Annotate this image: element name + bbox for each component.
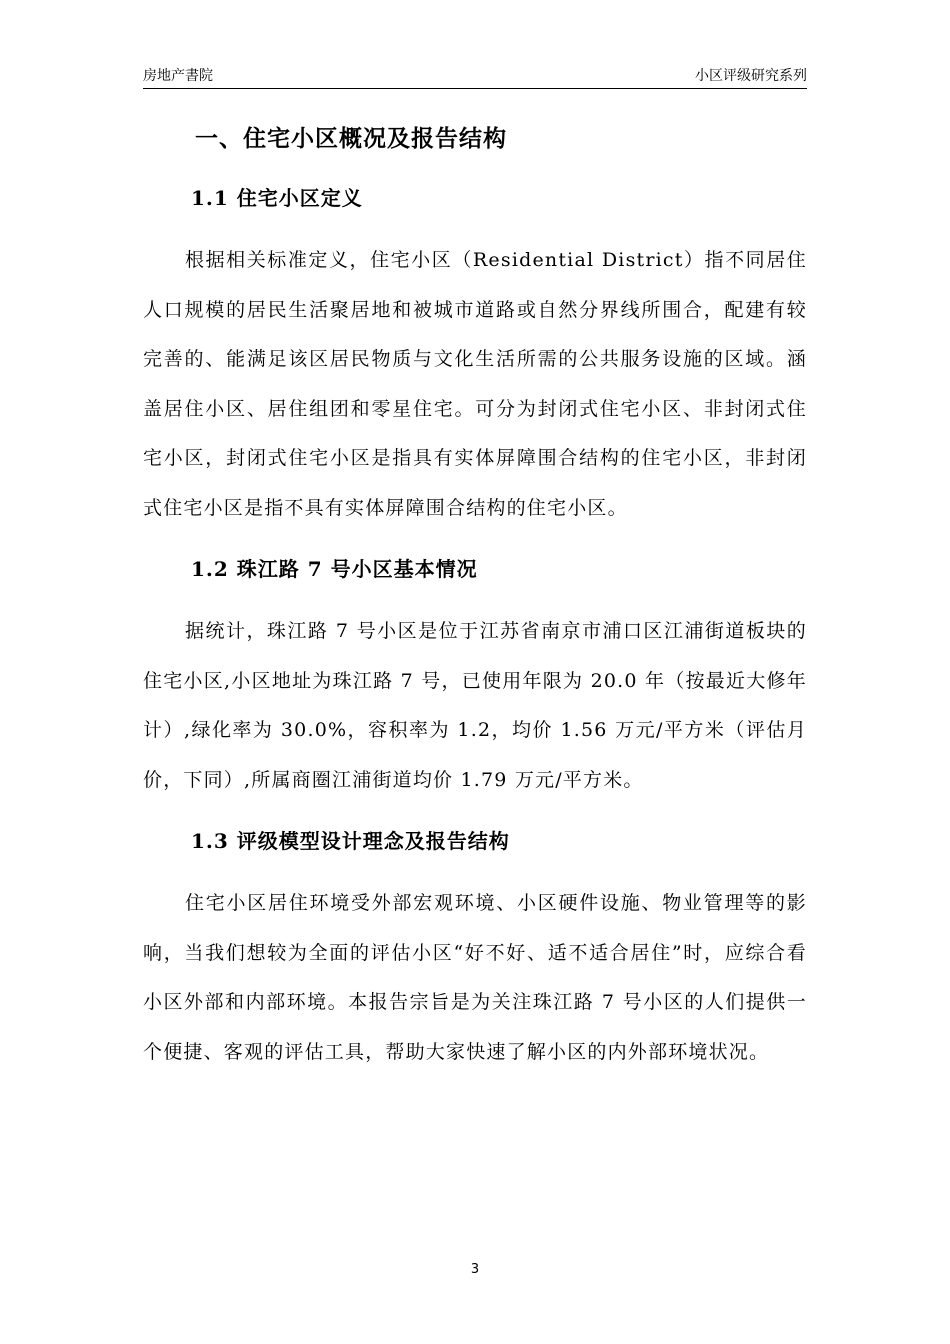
section-heading-1-2: 1.2 珠江路 7 号小区基本情况 xyxy=(191,557,478,581)
section-paragraph-1-3: 住宅小区居住环境受外部宏观环境、小区硬件设施、物业管理等的影响，当我们想较为全面的评估小区“好不好、适不适合居住”时，应综合看小区外部和内部环境。本报告宗旨是为关注珠江路 7 号小区的人们提供一个便捷、客观的评估工具，帮助大家快速了解小区的内外部环境状况。 xyxy=(143,892,807,1063)
document-body xyxy=(143,116,807,1077)
page-header xyxy=(143,66,807,89)
section-paragraph-1-2: 据统计，珠江路 7 号小区是位于江苏省南京市浦口区江浦街道板块的住宅小区,小区地址为珠江路 7 号，已使用年限为 20.0 年（按最近大修年计）,绿化率为 30.0%，容积率为 1.2，均价 1.56 万元/平方米（评估月价，下同）,所属商圈江浦街道均价 1.79 万元/平方米。 xyxy=(143,620,807,791)
section-paragraph-1-1: 根据相关标准定义，住宅小区（Residential District）指不同居住人口规模的居民生活聚居地和被城市道路或自然分界线所围合，配建有较完善的、能满足该区居民物质与文化生活所需的公共服务设施的区域。涵盖居住小区、居住组团和零星住宅。可分为封闭式住宅小区、非封闭式住宅小区，封闭式住宅小区是指具有实体屏障围合结构的住宅小区，非封闭式住宅小区是指不具有实体屏障围合结构的住宅小区。 xyxy=(143,249,807,519)
section-heading-1-3: 1.3 评级模型设计理念及报告结构 xyxy=(191,829,510,853)
header-series-title: 小区评级研究系列 xyxy=(695,68,807,84)
page-number: 3 xyxy=(470,1262,480,1277)
section-heading-1-1: 1.1 住宅小区定义 xyxy=(191,186,363,210)
chapter-title: 一、住宅小区概况及报告结构 xyxy=(195,125,507,152)
header-publisher: 房地产書院 xyxy=(143,68,213,84)
